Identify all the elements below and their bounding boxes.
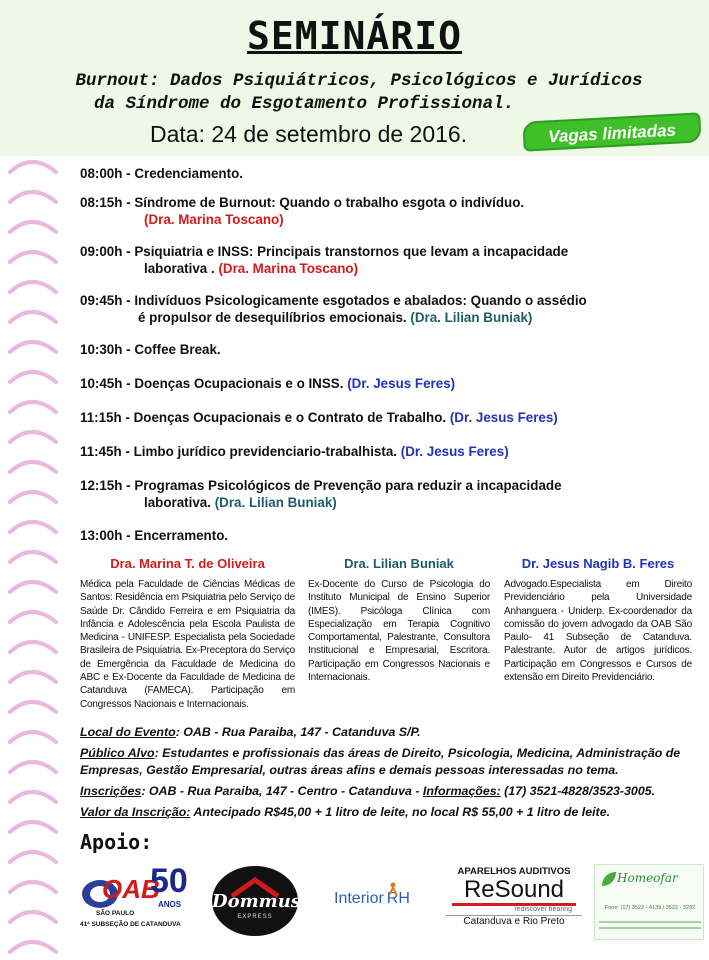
speaker-name: (Dra. Marina Toscano) <box>144 212 284 227</box>
event-info <box>80 724 705 825</box>
schedule-item <box>80 194 700 228</box>
oab-city: SÃO PAULO <box>96 910 135 917</box>
registration-value: : OAB - Rua Paraiba, 147 - Centro - Catanduva - <box>141 784 423 798</box>
interior-rh: RH <box>386 890 410 907</box>
contact-value: (17) 3521-4828/3523-3005. <box>500 784 656 798</box>
schedule-item-text: 08:15h - Síndrome de Burnout: Quando o trabalho esgota o indivíduo. <box>80 195 525 210</box>
homeofar-name: Homeofar <box>617 871 678 885</box>
schedule-item <box>80 243 700 277</box>
schedule-item-text: 13:00h - Encerramento. <box>80 528 229 543</box>
schedule-item-continuation: laborativa. <box>144 495 211 510</box>
schedule-item <box>80 527 700 544</box>
dommus-logo <box>212 866 301 936</box>
speaker-name: (Dra. Lilian Buniak) <box>410 310 533 325</box>
homeofar-phone: Fone: (17) 3522 - 4139 / 3522 - 3292 <box>604 905 696 911</box>
decorative-arc <box>10 252 56 262</box>
interior-rh-logo <box>334 890 424 920</box>
decorative-arc <box>10 522 56 532</box>
decorative-arc <box>10 282 56 292</box>
schedule-item-continuation: é propulsor de desequilíbrios emocionais. <box>138 310 407 325</box>
decorative-arc <box>10 822 56 832</box>
support-heading: Apoio: <box>80 830 153 854</box>
oab-subsection: 41ª SUBSEÇÃO DE CATANDUVA <box>80 921 181 928</box>
location-label: Local do Evento <box>80 725 176 739</box>
speaker-name: (Dr. Jesus Feres) <box>400 444 509 459</box>
target-audience <box>80 745 705 779</box>
dommus-name: Dommus <box>212 891 301 912</box>
contact-label: Informações: <box>422 784 501 798</box>
limited-spots-badge: Vagas limitadas <box>522 112 701 151</box>
decorative-arc <box>10 372 56 382</box>
interior-name: Interior <box>334 890 384 907</box>
schedule-item <box>80 443 700 460</box>
decorative-arc <box>10 672 56 682</box>
schedule-list <box>80 162 700 544</box>
schedule-item-continuation: laborativa . <box>144 261 215 276</box>
decorative-arc <box>10 312 56 322</box>
registration-fee <box>80 804 705 821</box>
decorative-arc <box>10 192 56 202</box>
schedule-item <box>80 477 700 511</box>
speaker-name: (Dr. Jesus Feres) <box>347 376 456 391</box>
fee-label: Valor da Inscrição: <box>80 805 191 819</box>
decorative-arc <box>10 792 56 802</box>
decorative-arc <box>10 642 56 652</box>
registration <box>80 783 705 800</box>
location-value: : OAB - Rua Paraiba, 147 - Catanduva S/P. <box>175 725 421 739</box>
subtitle-line-2: da Síndrome do Esgotamento Profissional. <box>94 94 515 114</box>
oab-text: OAB <box>102 874 160 904</box>
oab-logo <box>80 864 190 934</box>
schedule-item-text: 11:15h - Doenças Ocupacionais e o Contrato de Trabalho. <box>80 410 447 425</box>
speaker-name: (Dra. Marina Toscano) <box>218 261 359 276</box>
registration-label: Inscrições <box>80 784 142 798</box>
decorative-arc <box>10 702 56 712</box>
bio-marina <box>80 556 295 711</box>
decorative-arc <box>10 342 56 352</box>
decorative-arc <box>10 402 56 412</box>
decorative-arc <box>10 462 56 472</box>
bio-text: Ex-Docente do Curso de Psicologia do Instituto Municipal de Ensino Superior (IMES). Psicóloga Clínica com Especialização em Terapia Cognitivo Comportamental, Palestrante, Consultora Institucional e Empresarial, Escritora. Participação em Congressos Nacionais e Internacionais. <box>308 579 490 684</box>
event-date: Data: 24 de setembro de 2016. <box>150 121 468 147</box>
schedule-item <box>80 375 700 392</box>
resound-tag: rediscover hearing <box>514 906 572 913</box>
bio-text: Médica pela Faculdade de Ciências Médicas de Santos: Residência em Psiquiatria pelo Serviço de Saúde Dr. Cândido Ferreira e em Psiquiatria da Infância e Adolescência pela Escola Paulista de Medicina - UNIFESP. Especialista pela Sociedade Brasileira de Psiquiatria. Ex-Preceptora do Serviço de Emergência da Faculdade de Medicina do ABC e Ex-Docente da Faculdade de Medicina de Catanduva (FAMECA). Participação em Congressos Nacionais e Internacionais. <box>80 579 295 710</box>
decorative-arc <box>10 732 56 742</box>
person-icon <box>388 882 398 896</box>
audience-label: Público Alvo <box>80 746 155 760</box>
schedule-item-text: 08:00h - Credenciamento. <box>80 166 243 181</box>
schedule-item-text: 12:15h - Programas Psicológicos de Prevenção para reduzir a incapacidade <box>80 478 562 493</box>
decorative-arc <box>10 612 56 622</box>
resound-logo <box>446 866 582 940</box>
sponsor-logos <box>0 862 709 952</box>
leaf-icon <box>599 869 619 889</box>
schedule-item-text: 11:45h - Limbo jurídico previdenciario-trabalhista. <box>80 444 397 459</box>
resound-bottom: Catanduva e Rio Preto <box>446 915 582 927</box>
decorative-arc <box>10 582 56 592</box>
bio-jesus <box>504 556 692 684</box>
homeofar-logo <box>594 864 704 940</box>
bio-name: Dra. Lilian Buniak <box>344 556 454 571</box>
schedule-item <box>80 292 700 326</box>
decorative-arc <box>10 492 56 502</box>
dommus-sub: EXPRESS <box>237 914 273 920</box>
decorative-arc <box>10 552 56 562</box>
decorative-arc <box>10 852 56 862</box>
decorative-arc <box>10 162 56 172</box>
fee-value: Antecipado R$45,00 + 1 litro de leite, no local R$ 55,00 + 1 litro de leite. <box>190 805 611 819</box>
bio-lilian <box>308 556 490 684</box>
audience-value: : Estudantes e profissionais das áreas de Direito, Psicologia, Medicina, Administração de Empresas, Gestão Empresarial, outras áreas afins e demais pessoas interessadas no tema. <box>80 746 681 777</box>
bio-text: Advogado.Especialista em Direito Previdenciário pela Universidade Anhanguera - Uniderp. Ex-coordenador da comissão do jovem advogado da OAB São Paulo- 41 Subseção de Catanduva. Palestrante. Autor de artigos jurídicos. Participação em Congressos e Cursos de extensão em Direito Previdenciário. <box>504 579 692 684</box>
bio-name: Dra. Marina T. de Oliveira <box>110 556 265 571</box>
decorative-arc <box>10 432 56 442</box>
resound-top: APARELHOS AUDITIVOS <box>457 866 571 877</box>
divider <box>599 927 701 929</box>
schedule-item-text: 09:00h - Psiquiatria e INSS: Principais transtornos que levam a incapacidade <box>80 244 569 259</box>
decorative-arc <box>10 762 56 772</box>
schedule-item-text: 10:30h - Coffee Break. <box>80 342 221 357</box>
schedule-item <box>80 165 700 182</box>
divider <box>599 921 701 923</box>
decorative-arcs <box>0 150 70 960</box>
bio-name: Dr. Jesus Nagib B. Feres <box>521 556 675 571</box>
schedule-item-text: 10:45h - Doenças Ocupacionais e o INSS. <box>80 376 344 391</box>
subtitle <box>14 70 704 116</box>
page-title: SEMINÁRIO <box>247 14 462 58</box>
speaker-name: (Dr. Jesus Feres) <box>449 410 558 425</box>
speaker-name: (Dra. Lilian Buniak) <box>214 495 337 510</box>
oab-years: 50 <box>150 862 188 900</box>
oab-anos: ANOS <box>158 900 182 909</box>
event-location <box>80 724 705 741</box>
schedule-item <box>80 409 700 426</box>
decorative-arc <box>10 222 56 232</box>
resound-name: ReSound <box>452 877 576 906</box>
schedule-item <box>80 341 700 358</box>
schedule-item-text: 09:45h - Indivíduos Psicologicamente esgotados e abalados: Quando o assédio <box>80 293 587 308</box>
subtitle-line-1: Burnout: Dados Psiquiátricos, Psicológicos e Jurídicos <box>75 71 643 91</box>
